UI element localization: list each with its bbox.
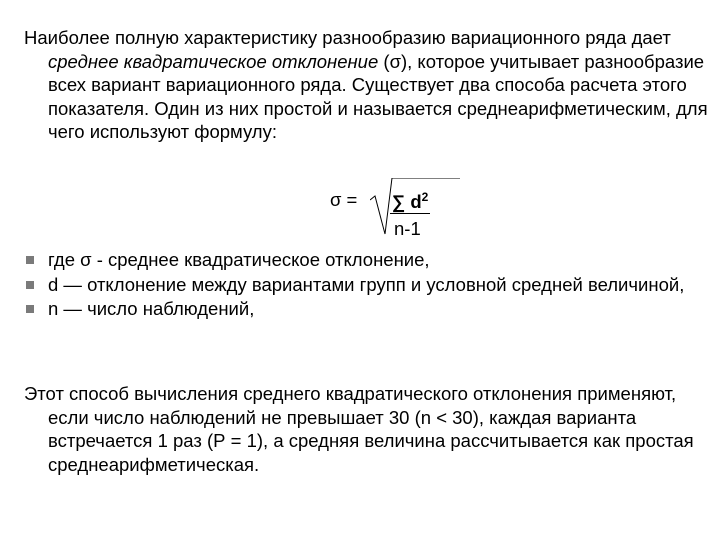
list-item: где σ - среднее квадратическое отклонение, — [24, 248, 692, 272]
definitions-list — [24, 248, 692, 322]
bullet-square-icon — [26, 281, 34, 289]
term-std-deviation: среднее квадратическое отклонение — [48, 50, 379, 72]
list-item: d — отклонение между вариантами групп и условной средней величиной, — [24, 273, 692, 297]
formula-numerator: ∑ $d^2$ — [392, 189, 429, 212]
formula-denominator: n-1 — [394, 218, 421, 239]
fraction-line — [390, 213, 430, 214]
intro-paragraph — [24, 26, 716, 144]
std-deviation-formula — [330, 178, 470, 248]
bullet-square-icon — [26, 305, 34, 313]
list-item: n — число наблюдений, — [24, 297, 692, 321]
bullet-square-icon — [26, 256, 34, 264]
formula-lhs: σ = — [330, 189, 358, 210]
intro-text-end: (σ), которое учитывает разнообразие всех вариант вариационного ряда. Существует два способа расчета этого показателя. Один из них простой и называется среднеарифметическим, для чего используют формулу: — [48, 50, 708, 142]
intro-text-start: Наиболее полную характеристику разнообразию вариационного ряда дает — [24, 27, 671, 48]
method-paragraph: Этот способ вычисления среднего квадратического отклонения применяют, если число наблюдений не превышает 30 (n < 30), каждая варианта встречается 1 раз (Р = 1), а средняя величина рассчитывается как простая среднеарифметическая. — [24, 383, 694, 475]
